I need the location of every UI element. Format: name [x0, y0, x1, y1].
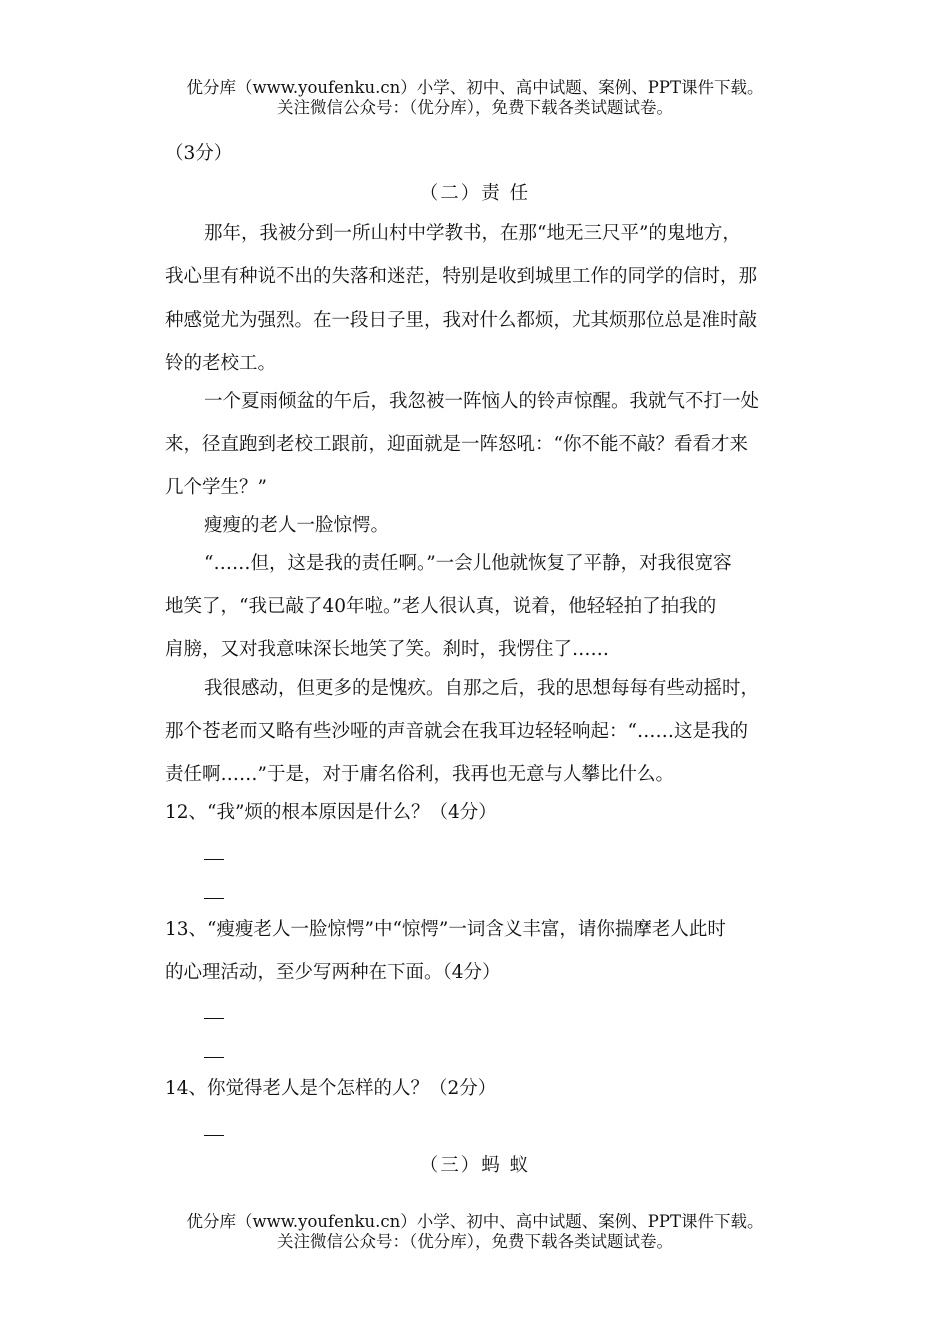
- page-footer: [0, 1212, 950, 1252]
- section-3-title: （三）蚂 蚁: [419, 1155, 531, 1176]
- section-2-title: （二）责 任: [419, 183, 531, 204]
- page-header: [0, 78, 950, 118]
- header-line-2: 关注微信公众号：（优分库），免费下载各类试题试卷。: [277, 98, 673, 117]
- answer-line: [204, 1057, 224, 1058]
- paragraph-line: 一个夏雨倾盆的午后，我忽被一阵恼人的铃声惊醒。我就气不打一处: [204, 391, 760, 412]
- previous-question-score: （3分）: [165, 143, 233, 164]
- answer-line: [204, 1018, 224, 1019]
- paragraph-line: 铃的老校工。: [165, 353, 277, 374]
- footer-line-1: 优分库（www.youfenku.cn）小学、初中、高中试题、案例、PPT课件下载。: [186, 1212, 764, 1231]
- question-13-line-2: 的心理活动，至少写两种在下面。（4分）: [165, 962, 501, 983]
- question-13-line-1: 13、“瘦瘦老人一脸惊愕”中“惊愕”一词含义丰富，请你揣摩老人此时: [165, 919, 726, 940]
- paragraph-line: “……但，这是我的责任啊。”一会儿他就恢复了平静，对我很宽容: [204, 553, 732, 574]
- paragraph-line: 瘦瘦的老人一脸惊愕。: [204, 515, 390, 536]
- paragraph-line: 那年，我被分到一所山村中学教书，在那“地无三尺平”的鬼地方，: [204, 223, 741, 244]
- answer-line: [204, 898, 224, 899]
- paragraph-line: 地笑了，“我已敲了40年啦。”老人很认真，说着，他轻轻拍了拍我的: [165, 596, 717, 617]
- paragraph-line: 那个苍老而又略有些沙哑的声音就会在我耳边轻轻响起：“……这是我的: [165, 721, 748, 742]
- paragraph-line: 责任啊……”于是，对于庸名俗利，我再也无意与人攀比什么。: [165, 764, 674, 785]
- answer-line: [204, 859, 224, 860]
- paragraph-line: 种感觉尤为强烈。在一段日子里，我对什么都烦，尤其烦那位总是准时敲: [165, 310, 758, 331]
- paragraph-line: 我心里有种说不出的失落和迷茫，特别是收到城里工作的同学的信时，那: [165, 266, 758, 287]
- question-12: 12、“我”烦的根本原因是什么？（4分）: [165, 802, 497, 823]
- footer-line-2: 关注微信公众号：（优分库），免费下载各类试题试卷。: [277, 1232, 673, 1251]
- paragraph-line: 我很感动，但更多的是愧疚。自那之后，我的思想每每有些动摇时，: [204, 678, 760, 699]
- paragraph-line: 来，径直跑到老校工跟前，迎面就是一阵怒吼：“你不能不敲？看看才来: [165, 434, 748, 455]
- header-line-1: 优分库（www.youfenku.cn）小学、初中、高中试题、案例、PPT课件下载。: [186, 78, 764, 97]
- paragraph-line: 几个学生？”: [165, 477, 267, 498]
- paragraph-line: 肩膀，又对我意味深长地笑了笑。刹时，我愣住了……: [165, 639, 610, 660]
- answer-line: [204, 1135, 224, 1136]
- question-14: 14、你觉得老人是个怎样的人？（2分）: [165, 1078, 497, 1099]
